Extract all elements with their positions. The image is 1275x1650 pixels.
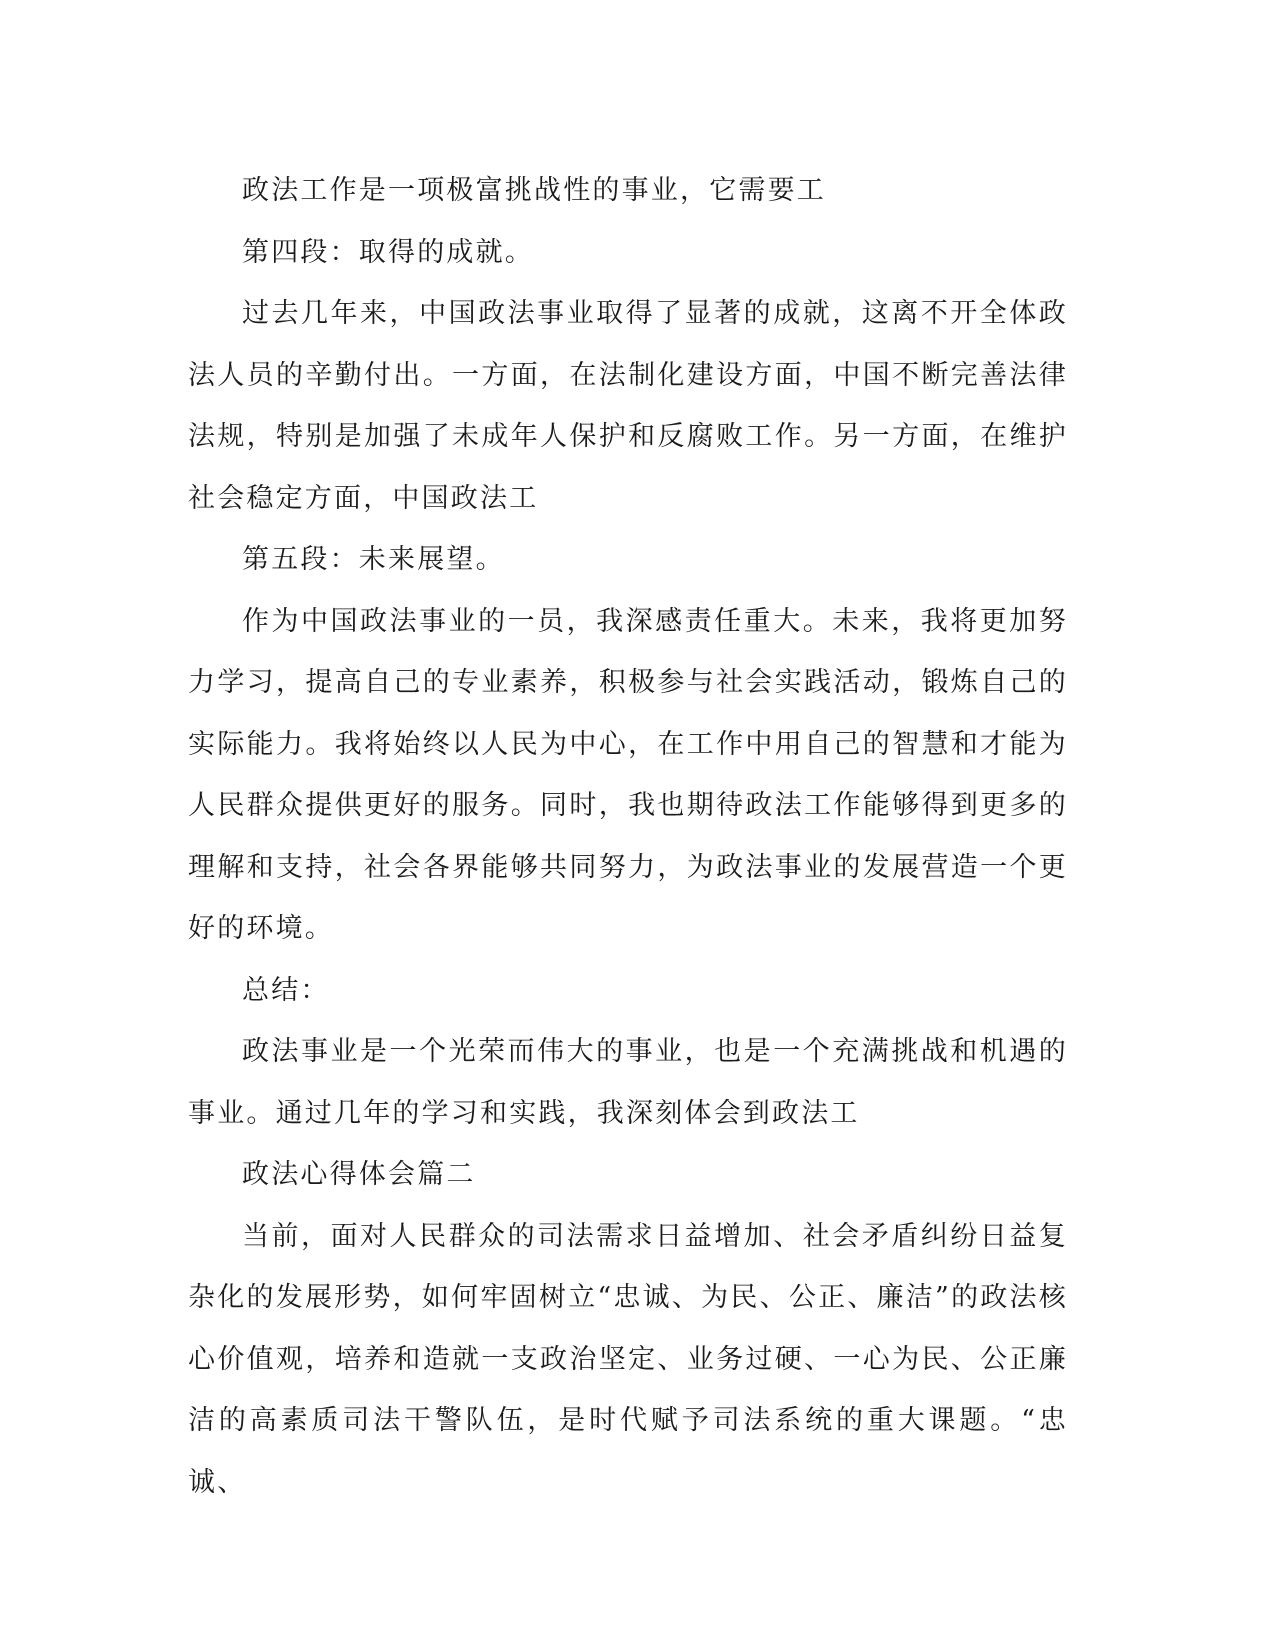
section-heading: 第五段：未来展望。 bbox=[242, 544, 505, 575]
paragraph: 作为中国政法事业的一员，我深感责任重大。未来，我将更加努力学习，提高自己的专业素养，积极参与社会实践活动，锻炼自己的实际能力。我将始终以人民为中心，在工作中用自己的智慧和才能为人民群众提供更好的服务。同时，我也期待政法工作能够得到更多的理解和支持，社会各界能够共同努力，为政法事业的发展营造一个更好的环境。 bbox=[188, 605, 1068, 944]
article-title: 政法心得体会篇二 bbox=[242, 1159, 476, 1190]
section-heading: 总结： bbox=[242, 974, 330, 1006]
paragraph: 过去几年来，中国政法事业取得了显著的成就，这离不开全体政法人员的辛勤付出。一方面，在法制化建设方面，中国不断完善法律法规，特别是加强了未成年人保护和反腐败工作。另一方面，在维护社会稳定方面，中国政法工 bbox=[188, 298, 1068, 514]
paragraph: 当前，面对人民群众的司法需求日益增加、社会矛盾纠纷日益复杂化的发展形势，如何牢固树立“忠诚、为民、公正、廉洁”的政法核心价值观，培养和造就一支政治坚定、业务过硬、一心为民、公正廉洁的高素质司法干警队伍，是时代赋予司法系统的重大课题。“忠诚、 bbox=[188, 1220, 1068, 1498]
paragraph: 政法事业是一个光荣而伟大的事业，也是一个充满挑战和机遇的事业。通过几年的学习和实践，我深刻体会到政法工 bbox=[188, 1036, 1068, 1129]
section-heading: 第四段：取得的成就。 bbox=[242, 236, 534, 268]
document-body bbox=[188, 160, 1068, 1513]
paragraph: 政法工作是一项极富挑战性的事业，它需要工 bbox=[242, 175, 826, 206]
